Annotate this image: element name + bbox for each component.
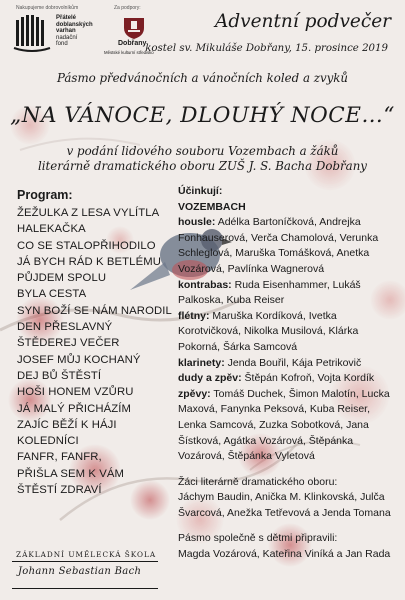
school-logo bbox=[10, 547, 160, 593]
group-names: Štěpán Kofroň, Vojta Kordík bbox=[244, 372, 375, 385]
performer-group bbox=[178, 215, 400, 277]
city-tagline: Městské kulturní středisko bbox=[104, 50, 154, 55]
ensemble-name: VOZEMBACH bbox=[178, 200, 246, 213]
performer-group bbox=[178, 356, 400, 372]
program-item: JOSEF MŮJ KOCHANÝ bbox=[17, 353, 141, 366]
performer-group bbox=[178, 371, 400, 387]
program-item: DEN PŘESLAVNÝ bbox=[17, 321, 113, 334]
program-item: HALEKAČKA bbox=[17, 223, 86, 236]
foundation-line: fond bbox=[56, 41, 68, 48]
program-item: JÁ MALÝ PŘICHÁZÍM bbox=[17, 402, 132, 415]
performer-group bbox=[178, 387, 400, 465]
group-label: kontrabas: bbox=[178, 278, 232, 291]
main-title: „NA VÁNOCE, DLOUHÝ NOCE…“ bbox=[10, 103, 395, 128]
prep-heading: Pásmo společně s dětmi připravili: bbox=[178, 532, 338, 545]
performers-heading: Účinkují: bbox=[178, 185, 223, 197]
foundation-line: Přátelé bbox=[56, 15, 77, 21]
program-item: ŠTĚDEREJ VEČER bbox=[17, 337, 120, 350]
program-item: JÁ BYCH RÁD K BETLÉMU bbox=[17, 255, 161, 268]
organ-pipes-icon bbox=[12, 14, 52, 54]
group-label: klarinety: bbox=[178, 356, 225, 369]
group-label: flétny: bbox=[178, 309, 210, 322]
program-item: DEJ BŮ ŠTĚSTÍ bbox=[17, 369, 102, 382]
group-names: Adélka Bartoníčková, Andrejka Fonhauserová, Verča Chamolová, Verunka Schleglová, Maruška Tomášková, Anetka Vozárová, Pavlínka Wagnerová bbox=[178, 216, 379, 275]
program-item: FANFR, FANFR, bbox=[17, 451, 102, 464]
program-item: PŘIŠLA SEM K VÁM bbox=[17, 467, 125, 480]
prep-names: Magda Vozárová, Kateřina Viníká a Jan Rada bbox=[178, 548, 391, 561]
signature-mark: Johann Sebastian Bach bbox=[18, 566, 142, 577]
program-item: BYLA CESTA bbox=[17, 288, 87, 301]
program-item: ŽEŽULKA Z LESA VYLÍTLA bbox=[17, 207, 160, 219]
program-item: HOŠI HONEM VZŮRU bbox=[17, 386, 134, 399]
foundation-name bbox=[56, 15, 93, 48]
partner-label: Za podpory: bbox=[114, 5, 141, 11]
event-venue-date: kostel sv. Mikuláše Dobřany, 15. prosince 2019 bbox=[145, 43, 388, 54]
foundation-line: varhan bbox=[56, 28, 76, 35]
group-names: Jenda Bouřil, Kája Petrikovič bbox=[227, 356, 362, 369]
group-label: housle: bbox=[178, 216, 216, 229]
program-item: KOLEDNÍCI bbox=[17, 435, 79, 448]
spacer bbox=[178, 521, 400, 531]
program-list bbox=[17, 205, 172, 498]
program-item: CO SE STALOPŘIHODILO bbox=[17, 239, 156, 252]
program-subtitle: Pásmo předvánočních a vánočních koled a zvyků bbox=[56, 71, 349, 85]
spacer bbox=[178, 465, 400, 475]
school-rule bbox=[12, 561, 158, 562]
foundation-line: doblanských bbox=[56, 21, 93, 28]
group-names: Ruda Eisenhammer, Lukáš Palkoska, Kuba Reiser bbox=[178, 278, 361, 307]
school-rule bbox=[12, 588, 158, 589]
performer-group bbox=[178, 278, 400, 309]
performer-group bbox=[178, 309, 400, 356]
students-heading: Žáci literárně dramatického oboru: bbox=[178, 475, 338, 488]
group-names: Tomáš Duchek, Šimon Malotín, Lucka Maxová, Fanynka Peksová, Kuba Reiser, Lenka Samcová, Zuzka Sobotková, Jana Šístková, Agátka Vozárová, Štěpánka Vozárová, Štěpánka Vyletová bbox=[178, 387, 390, 463]
event-title: Adventní podvečer bbox=[214, 11, 391, 32]
program-heading: Program: bbox=[17, 188, 73, 202]
school-name: ZÁKLADNÍ UMĚLECKÁ ŠKOLA bbox=[16, 550, 157, 559]
program-item: PŮJDEM SPOLU bbox=[17, 272, 107, 285]
program-item: SYN BOŽÍ SE NÁM NARODIL bbox=[17, 304, 172, 317]
group-names: Maruška Kordíková, Ivetka Korotvičková, Nikolka Musilová, Klárka Pokorná, Šárka Samcová bbox=[178, 309, 359, 353]
group-label: zpěvy: bbox=[178, 387, 211, 400]
performers-section bbox=[178, 184, 400, 563]
city-name: Dobřany bbox=[118, 40, 147, 47]
group-label: dudy a zpěv: bbox=[178, 372, 242, 385]
description-line-2: literárně dramatického oboru ZUŠ J. S. Bacha Dobřany bbox=[38, 159, 367, 173]
program-item: ZAJÍC BĚŽÍ K HÁJI bbox=[17, 418, 117, 431]
sponsor-label: Nakupujeme dobrovolníkům bbox=[16, 5, 79, 11]
students-names: Jáchym Baudin, Anička M. Klinkovská, Julča Švarcová, Anežka Tetřevová a Jenda Tomana bbox=[178, 491, 391, 519]
program-item: ŠTĚSTÍ ZDRAVÍ bbox=[17, 484, 102, 497]
description-line-1: v podání lidového souboru Vozembach a žáků bbox=[66, 144, 339, 158]
city-crest-icon bbox=[120, 16, 148, 40]
foundation-line: nadační bbox=[56, 34, 78, 41]
